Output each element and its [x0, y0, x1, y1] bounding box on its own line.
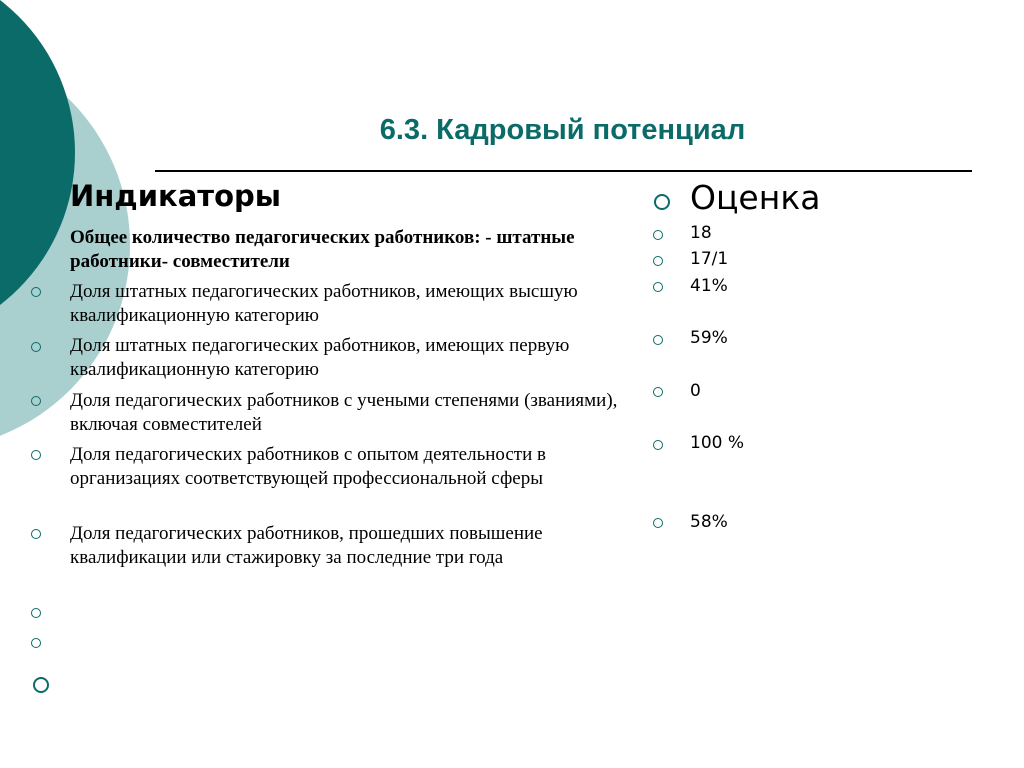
- indicator-item: Доля педагогических работников, прошедших повышение квалификации или стажировку за последние три года: [70, 523, 543, 568]
- circle-bullet-icon: [654, 194, 670, 210]
- circle-bullet-icon: [33, 677, 49, 693]
- circle-bullet-icon: [31, 638, 41, 648]
- score-value: 0: [690, 381, 701, 401]
- score-value: 59%: [690, 328, 728, 348]
- circle-bullet-icon: [653, 256, 663, 266]
- indicator-item: Доля штатных педагогических работников, имеющих первую квалификационную категорию: [70, 335, 570, 380]
- circle-bullet-icon: [31, 529, 41, 539]
- indicator-item: Доля педагогических работников с учеными степенями (званиями), включая совместителей: [70, 390, 618, 435]
- score-value: 100 %: [690, 433, 745, 453]
- indicators-heading: Индикаторы: [70, 179, 282, 213]
- title-divider: [155, 170, 972, 172]
- score-value: 18: [690, 223, 712, 243]
- circle-bullet-icon: [31, 396, 41, 406]
- circle-bullet-icon: [653, 230, 663, 240]
- circle-bullet-icon: [653, 335, 663, 345]
- circle-bullet-icon: [31, 608, 41, 618]
- scores-heading: Оценка: [690, 178, 821, 217]
- indicator-item: Доля штатных педагогических работников, имеющих высшую квалификационную категорию: [70, 281, 578, 326]
- circle-bullet-icon: [31, 342, 41, 352]
- score-value: 41%: [690, 276, 728, 296]
- circle-bullet-icon: [653, 387, 663, 397]
- circle-bullet-icon: [653, 282, 663, 292]
- score-value: 58%: [690, 512, 728, 532]
- circle-bullet-icon: [31, 287, 41, 297]
- circle-bullet-icon: [653, 440, 663, 450]
- indicator-item: Доля педагогических работников с опытом деятельности в организациях соответствующей профессиональной сферы: [70, 444, 547, 489]
- circle-bullet-icon: [653, 518, 663, 528]
- page-title: 6.3. Кадровый потенциал: [379, 114, 746, 146]
- indicators-subheading: Общее количество педагогических работников: - штатные работники- совместители: [70, 227, 575, 272]
- score-value: 17/1: [690, 249, 729, 269]
- circle-bullet-icon: [31, 450, 41, 460]
